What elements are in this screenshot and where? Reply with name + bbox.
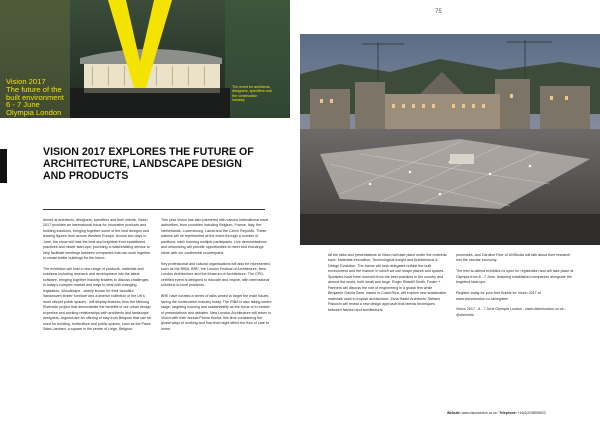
- poster-tagline-line: industry: [232, 98, 245, 103]
- website-link[interactable]: www.visionlondon.co.uk: [461, 411, 497, 415]
- poster-title-line: built environment: [6, 92, 64, 102]
- section-tab-marker: [0, 149, 7, 183]
- paragraph: The exhibition will host a new range of products, materials and solutions including research and development into the latest software, bringing together industry leaders to discuss challenges in today's complex market and ways to deal with changing legislation. Woodscape - widely known for their beautiful handwoven timber furniture and a diverse collection of the UK's most vibrant public spaces - will display features from the Mekong Riverside project that demonstrate the benefits of our urban design expertise and working relationships with architects and landscape designers. Argenta are an offering of stay from Belgium that can be used for building, horticulture and public spaces, such as the Place Saint-Lambert, a square in the centre of Liège, Belgium.: [43, 267, 152, 331]
- page-number: 75: [435, 9, 442, 15]
- article-column-4: [456, 253, 576, 324]
- paragraph: All the talks and presentations at Vision will take place under the umbrella topic: Materials Innovation, Technological Insight and Architectural & Design Evolution. The theme will help delegates rethink the built environment and the manner in which we can shape places and spaces. Speakers have been sourced from the best practices in the country and around the world, both small and large. Roger Ridsdill Smith, Foster + Partners will discuss the role of engineering in a global firm while Benjamin Garcia Saxe, based in Costa Rica, will explore new sustainable materials used in tropical architecture. Zaha Hadid Architects' Stefano Paiocchi will reveal a new design approach that blends techniques between fashion and architectural: [328, 253, 447, 312]
- poster-title: [6, 78, 106, 117]
- telephone-label: Telephone:: [499, 411, 517, 415]
- paragraph: BRE have curated a series of talks aimed to target the main issues facing the construction industry today. The RIBA is also taking centre stage, targeting housing and sustainability as the focus of a number of presentations and debates. New London Architecture will return to Vision with their annual Pecha Kucha, this time considering the global ways of working and how that might affect the flow of care to home.: [161, 294, 272, 331]
- paragraph: Aimed at architects, designers, specifiers and their clients, Vision 2017 provides an international focus for innovative products and building solutions, bringing together some of the best designs and leading figures from across Western Europe. Across two days in June, the show will host the best and brightest from established practices and newer start-ups, providing a matchmaking service to help facilitate meetings between companies that can work together to create better buildings for the future.: [43, 218, 151, 261]
- headline-line: VISION 2017 EXPLORES THE FUTURE OF: [43, 146, 254, 158]
- article-headline: [43, 146, 285, 182]
- headline-line: ARCHITECTURE, LANDSCAPE DESIGN: [43, 158, 242, 170]
- square-photo-artwork: [300, 34, 600, 245]
- headline-line: AND PRODUCTS: [43, 170, 129, 182]
- paragraph: processes, and Caroline Rice of UNStudio will talk about their research into the circular economy.: [456, 253, 571, 263]
- contact-footer: [447, 411, 546, 415]
- poster-tagline-line: the construction: [232, 93, 258, 98]
- telephone-number: +44(0)2038939823: [517, 411, 546, 415]
- article-column-3: [328, 253, 448, 318]
- poster-title-line: Vision 2017: [6, 77, 46, 86]
- paragraph: The free-to-attend exhibition is open for registration and will take place at Olympia from 6 - 7 June, featuring established companies alongside the brightest start-ups.: [456, 269, 574, 285]
- square-photo: [300, 34, 600, 245]
- paragraph: Key professional and cultural organisations will also be represented, such as the RIBA, BRE, the London Festival of Architecture, New London Architecture and the Museum of Architecture. The CPD-certified event is designed to educate and inspire, with international solutions to local problems.: [161, 261, 271, 288]
- paragraph: Vision 2017 - 6 - 7 June Olympia London - www.visionlondon.co.uk - @visionldn: [456, 307, 567, 317]
- paragraph: This year Vision has also partnered with various international trade authorities, from countries including Belgium, France, Italy, the Netherlands, Luxembourg, Latvia and the Czech Republic. These nations will be represented at the event through a number of pavilions, each housing multiple participants. Live demonstrations and networking will provide opportunities to meet and exchange ideas with our continental counterparts.: [161, 218, 269, 255]
- poster-title-line: Olympia London: [6, 108, 62, 118]
- headline-divider: [43, 209, 265, 210]
- website-label: Website:: [447, 411, 461, 415]
- poster-tagline: [232, 85, 288, 103]
- poster-title-line: 6 - 7 June: [6, 100, 40, 110]
- paragraph: Register today for your free tickets for Vision 2017 at www.visionlondon.co.uk/register: [456, 291, 541, 301]
- poster-tagline-line: designers, specifiers and: [232, 89, 272, 94]
- event-poster-image: [0, 0, 290, 118]
- article-column-2: [161, 218, 273, 338]
- article-column-1: [43, 218, 151, 338]
- poster-tagline-line: The event for architects,: [232, 85, 271, 89]
- poster-title-line: The future of the: [6, 84, 62, 94]
- footer-separator: /: [497, 411, 499, 415]
